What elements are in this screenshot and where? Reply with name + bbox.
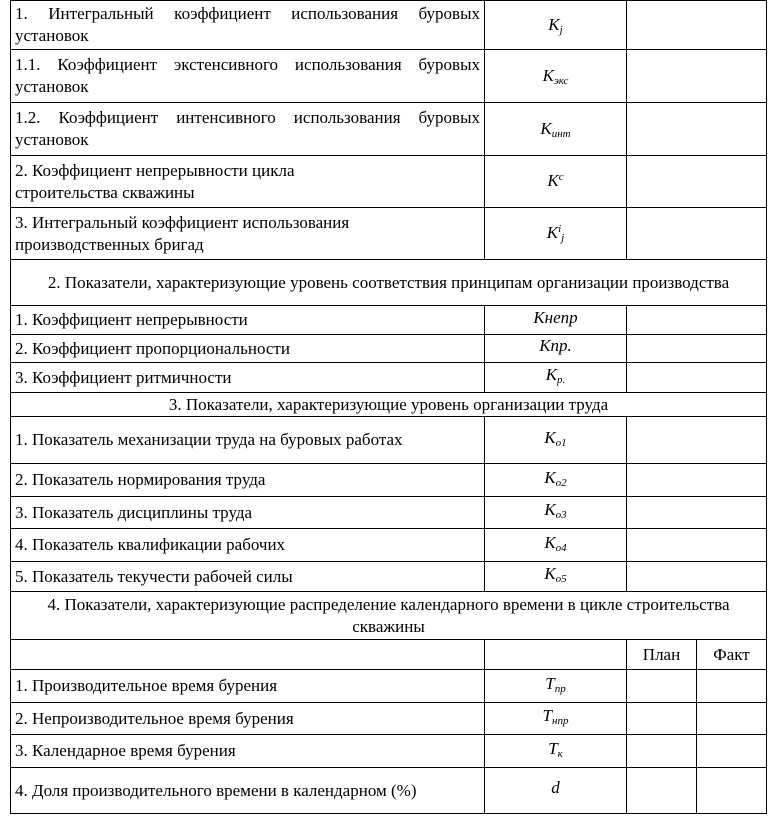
row-symbol: $К_{о1}$ xyxy=(485,417,627,464)
table-row xyxy=(11,363,767,393)
blank-header-cell xyxy=(485,640,627,670)
row-symbol: $Т_{нпр}$ xyxy=(485,703,627,735)
value-cell xyxy=(627,306,767,335)
value-cell xyxy=(627,208,767,260)
row-symbol: $K_{инт}$ xyxy=(485,103,627,156)
table-row xyxy=(11,768,767,814)
row-symbol: $К_{о2}$ xyxy=(485,464,627,497)
row-label: 1.1. Коэффициент экстенсивного использования буровых установок xyxy=(11,50,485,103)
fact-header: Факт xyxy=(697,640,767,670)
section-header-row xyxy=(11,260,767,306)
value-cell xyxy=(627,417,767,464)
plan-cell xyxy=(627,670,697,703)
row-label: 3. Коэффициент ритмичности xyxy=(11,363,485,393)
plan-header: План xyxy=(627,640,697,670)
table-row xyxy=(11,670,767,703)
value-cell xyxy=(627,529,767,562)
row-label: 3. Интегральный коэффициент использования производственных бригад xyxy=(11,208,485,260)
row-label: 2. Коэффициент пропорциональности xyxy=(11,335,485,363)
section-title: 2. Показатели, характеризующие уровень соответствия принципам организации производства xyxy=(11,260,767,306)
row-symbol: Кнепр xyxy=(485,306,627,335)
section-title: 3. Показатели, характеризующие уровень организации труда xyxy=(11,393,767,417)
plan-cell xyxy=(627,703,697,735)
indicators-table xyxy=(10,0,767,814)
row-label: 3. Календарное время бурения xyxy=(11,735,485,768)
row-label: 1. Интегральный коэффициент использования буровых установок xyxy=(11,1,485,50)
table-row xyxy=(11,306,767,335)
table-row xyxy=(11,1,767,50)
table-row xyxy=(11,464,767,497)
value-cell xyxy=(627,497,767,529)
plan-cell xyxy=(627,768,697,814)
value-cell xyxy=(627,335,767,363)
value-cell xyxy=(627,50,767,103)
table-row xyxy=(11,703,767,735)
value-cell xyxy=(627,464,767,497)
row-symbol: $Т_{пр}$ xyxy=(485,670,627,703)
value-cell xyxy=(627,363,767,393)
table-row xyxy=(11,562,767,592)
table-row xyxy=(11,156,767,208)
row-symbol: $К_{р.}$ xyxy=(485,363,627,393)
row-label: 4. Показатель квалификации рабочих xyxy=(11,529,485,562)
row-label: 2. Показатель нормирования труда xyxy=(11,464,485,497)
row-label: 2. Непроизводительное время бурения xyxy=(11,703,485,735)
fact-cell xyxy=(697,768,767,814)
row-symbol: $K_j$ xyxy=(485,1,627,50)
fact-cell xyxy=(697,703,767,735)
table-row xyxy=(11,529,767,562)
value-cell xyxy=(627,562,767,592)
table-row xyxy=(11,335,767,363)
row-label: 1.2. Коэффициент интенсивного использования буровых установок xyxy=(11,103,485,156)
row-label: 2. Коэффициент непрерывности цикла строительства скважины xyxy=(11,156,485,208)
blank-header-cell xyxy=(11,640,485,670)
table-row xyxy=(11,735,767,768)
section-title: 4. Показатели, характеризующие распределение календарного времени в цикле строительства скважины xyxy=(11,592,767,640)
row-label: 1. Показатель механизации труда на буровых работах xyxy=(11,417,485,464)
row-symbol: $Т_к$ xyxy=(485,735,627,768)
section-header-row xyxy=(11,393,767,417)
section-header-row xyxy=(11,592,767,640)
table-row xyxy=(11,208,767,260)
row-label: 5. Показатель текучести рабочей силы xyxy=(11,562,485,592)
row-symbol: $K^i_j$ xyxy=(485,208,627,260)
row-symbol: $К_{о3}$ xyxy=(485,497,627,529)
row-label: 3. Показатель дисциплины труда xyxy=(11,497,485,529)
row-symbol: $K^c$ xyxy=(485,156,627,208)
value-cell xyxy=(627,156,767,208)
row-symbol: Кпр. xyxy=(485,335,627,363)
table-row xyxy=(11,417,767,464)
row-symbol: d xyxy=(485,768,627,814)
row-symbol: $K_{экс}$ xyxy=(485,50,627,103)
table-row xyxy=(11,103,767,156)
row-label: 1. Коэффициент непрерывности xyxy=(11,306,485,335)
plan-cell xyxy=(627,735,697,768)
row-label: 1. Производительное время бурения xyxy=(11,670,485,703)
table-row xyxy=(11,497,767,529)
value-cell xyxy=(627,1,767,50)
fact-cell xyxy=(697,670,767,703)
table-row xyxy=(11,50,767,103)
column-header-row xyxy=(11,640,767,670)
value-cell xyxy=(627,103,767,156)
row-label: 4. Доля производительного времени в календарном (%) xyxy=(11,768,485,814)
row-symbol: $К_{о4}$ xyxy=(485,529,627,562)
fact-cell xyxy=(697,735,767,768)
row-symbol: $К_{о5}$ xyxy=(485,562,627,592)
